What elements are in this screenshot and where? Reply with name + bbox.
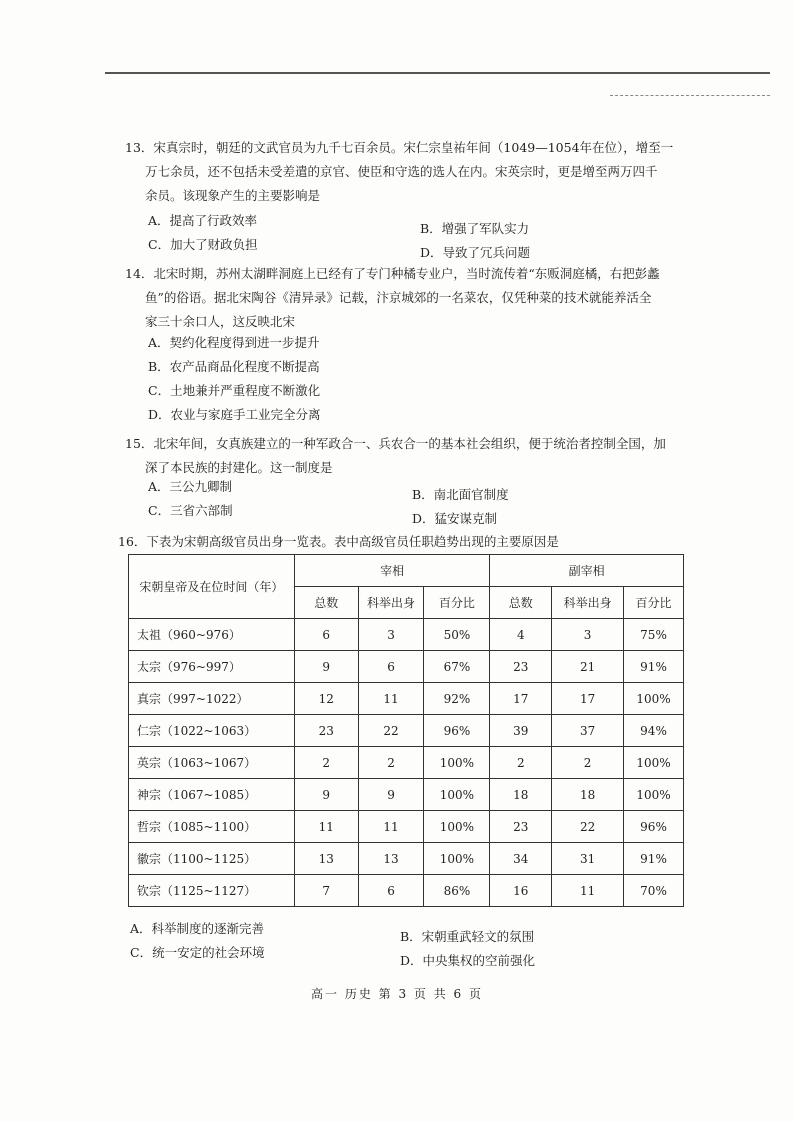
header-vice-chancellor: 副宰相 — [490, 555, 684, 587]
table-row — [129, 875, 684, 907]
table-cell: 6 — [294, 619, 358, 651]
table-cell: 3 — [358, 619, 424, 651]
table-cell: 100% — [424, 779, 490, 811]
q15-option-b: B．南北面官制度 — [412, 487, 509, 502]
table-row — [129, 811, 684, 843]
table-cell: 13 — [294, 843, 358, 875]
table-cell: 86% — [424, 875, 490, 907]
table-cell: 100% — [624, 747, 684, 779]
table-row — [129, 779, 684, 811]
q16-option-d: D．中央集权的空前强化 — [400, 953, 536, 968]
q16-option-a: A．科举制度的逐渐完善 — [130, 921, 265, 936]
table-cell: 2 — [358, 747, 424, 779]
header-chancellor: 宰相 — [294, 555, 490, 587]
q16-option-c: C．统一安定的社会环境 — [130, 945, 265, 960]
q13-option-b: B．增强了军队实力 — [420, 221, 530, 236]
table-cell: 21 — [552, 651, 624, 683]
table-cell: 9 — [294, 779, 358, 811]
table-cell-emperor: 哲宗（1085~1100） — [129, 811, 295, 843]
table-cell: 100% — [424, 843, 490, 875]
question-15 — [125, 432, 695, 480]
table-cell: 39 — [490, 715, 552, 747]
table-cell: 16 — [490, 875, 552, 907]
table-cell: 17 — [490, 683, 552, 715]
question-13-line-3: 余员。该现象产生的主要影响是 — [145, 188, 321, 203]
table-cell: 18 — [490, 779, 552, 811]
scan-top-rule-faint — [610, 95, 770, 96]
table-cell: 37 — [552, 715, 624, 747]
question-14 — [125, 262, 695, 334]
table-cell: 17 — [552, 683, 624, 715]
table-cell: 22 — [552, 811, 624, 843]
table-cell-emperor: 徽宗（1100~1125） — [129, 843, 295, 875]
q14-option-d: D．农业与家庭手工业完全分离 — [148, 407, 321, 422]
table-cell: 22 — [358, 715, 424, 747]
table-cell: 13 — [358, 843, 424, 875]
question-13-line-1: 13．宋真宗时，朝廷的文武官员为九千七百余员。宋仁宗皇祐年间（1049—1054年在位），增至一 — [125, 140, 674, 155]
table-row — [129, 651, 684, 683]
table-cell: 6 — [358, 651, 424, 683]
table-cell-emperor: 太宗（976~997） — [129, 651, 295, 683]
question-14-line-2: 鱼”的俗语。据北宋陶谷《清异录》记载，汴京城郊的一名菜农，仅凭种菜的技术就能养活全 — [145, 290, 652, 305]
table-cell-emperor: 仁宗（1022~1063） — [129, 715, 295, 747]
table-cell: 18 — [552, 779, 624, 811]
table-row — [129, 747, 684, 779]
table-cell: 2 — [490, 747, 552, 779]
table-cell-emperor: 钦宗（1125~1127） — [129, 875, 295, 907]
table-cell: 100% — [624, 779, 684, 811]
table-cell: 75% — [624, 619, 684, 651]
q16-option-b: B．宋朝重武轻文的氛围 — [400, 929, 535, 944]
header-percent: 百分比 — [424, 587, 490, 619]
table-cell: 100% — [624, 683, 684, 715]
table-cell: 91% — [624, 843, 684, 875]
question-14-line-3: 家三十余口人，这反映北宋 — [145, 314, 296, 329]
table-cell: 12 — [294, 683, 358, 715]
header-total: 总数 — [490, 587, 552, 619]
table-cell: 11 — [358, 683, 424, 715]
table-cell: 34 — [490, 843, 552, 875]
question-16-line-1: 16．下表为宋朝高级官员出身一览表。表中高级官员任职趋势出现的主要原因是 — [118, 534, 559, 549]
table-cell: 92% — [424, 683, 490, 715]
table-cell: 9 — [358, 779, 424, 811]
table-row — [129, 683, 684, 715]
question-15-line-2: 深了本民族的封建化。这一制度是 — [145, 460, 333, 475]
table-cell: 11 — [294, 811, 358, 843]
table-cell: 11 — [552, 875, 624, 907]
q15-option-d: D．猛安谋克制 — [412, 511, 498, 526]
table-cell: 2 — [552, 747, 624, 779]
table-cell: 2 — [294, 747, 358, 779]
table-cell: 50% — [424, 619, 490, 651]
question-15-line-1: 15．北宋年间，女真族建立的一种军政合一、兵农合一的基本社会组织，便于统治者控制全国，加 — [125, 436, 666, 451]
table-row — [129, 715, 684, 747]
table-header-row-1 — [129, 555, 684, 587]
table-cell: 96% — [624, 811, 684, 843]
question-13 — [125, 136, 695, 208]
table-cell: 96% — [424, 715, 490, 747]
q15-option-a: A．三公九卿制 — [148, 479, 233, 494]
table-cell: 23 — [490, 811, 552, 843]
table-cell: 23 — [294, 715, 358, 747]
q14-option-c: C．土地兼并严重程度不断激化 — [148, 383, 321, 398]
header-emperor: 宋朝皇帝及在位时间（年） — [129, 555, 295, 619]
table-row — [129, 619, 684, 651]
table-cell: 7 — [294, 875, 358, 907]
table-cell: 67% — [424, 651, 490, 683]
table-cell-emperor: 真宗（997~1022） — [129, 683, 295, 715]
table-body — [129, 619, 684, 907]
page-footer: 高一 历史 第 3 页 共 6 页 — [311, 987, 483, 1001]
q15-option-c: C．三省六部制 — [148, 503, 233, 518]
scan-top-rule — [105, 72, 770, 74]
table-cell: 100% — [424, 747, 490, 779]
question-16 — [118, 530, 688, 554]
table-cell: 31 — [552, 843, 624, 875]
question-14-line-1: 14．北宋时期，苏州太湖畔洞庭上已经有了专门种橘专业户，当时流传着“东贩洞庭橘，右把彭蠡 — [125, 266, 660, 281]
q14-option-b: B．农产品商品化程度不断提高 — [148, 359, 320, 374]
officials-table — [128, 554, 684, 907]
header-total: 总数 — [294, 587, 358, 619]
table-cell: 4 — [490, 619, 552, 651]
table-cell: 70% — [624, 875, 684, 907]
table-cell: 100% — [424, 811, 490, 843]
q13-option-c: C．加大了财政负担 — [148, 237, 258, 252]
table-cell: 23 — [490, 651, 552, 683]
table-row — [129, 843, 684, 875]
q14-option-a: A．契约化程度得到进一步提升 — [148, 335, 320, 350]
table-cell: 91% — [624, 651, 684, 683]
table-cell: 6 — [358, 875, 424, 907]
q13-option-d: D．导致了冗兵问题 — [420, 245, 531, 260]
q13-option-a: A．提高了行政效率 — [148, 213, 258, 228]
table-cell: 11 — [358, 811, 424, 843]
table-cell-emperor: 神宗（1067~1085） — [129, 779, 295, 811]
header-percent: 百分比 — [624, 587, 684, 619]
header-exam: 科举出身 — [552, 587, 624, 619]
header-exam: 科举出身 — [358, 587, 424, 619]
table-cell-emperor: 英宗（1063~1067） — [129, 747, 295, 779]
table-cell-emperor: 太祖（960~976） — [129, 619, 295, 651]
table-cell: 3 — [552, 619, 624, 651]
table-cell: 9 — [294, 651, 358, 683]
table-cell: 94% — [624, 715, 684, 747]
question-13-line-2: 万七余员，还不包括未受差遣的京官、使臣和守选的选人在内。宋英宗时，更是增至两万四千 — [145, 164, 658, 179]
